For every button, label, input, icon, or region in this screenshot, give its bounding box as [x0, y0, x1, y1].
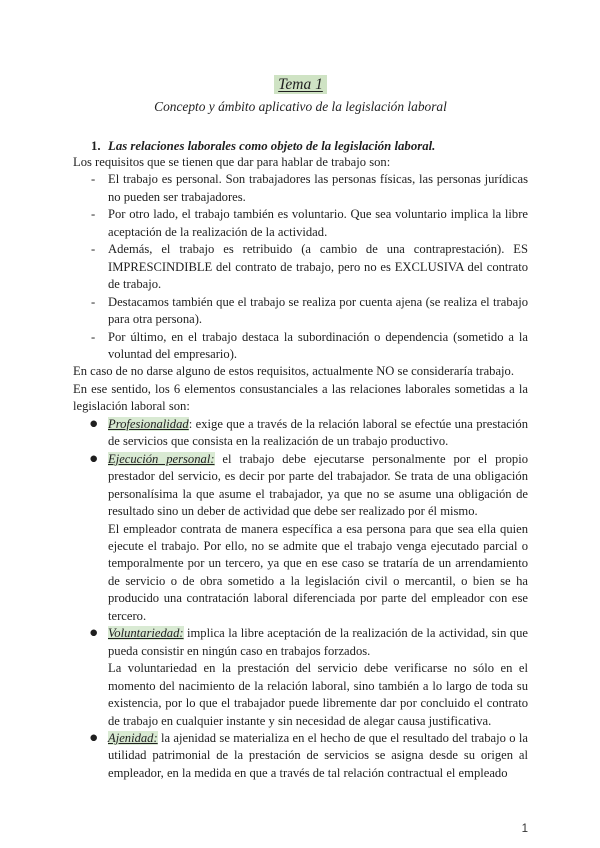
dash-marker: -: [91, 242, 96, 257]
bullet-item-note: La voluntariedad en la prestación del servicio debe verificarse no sólo en el momento del nacimiento de la relación laboral, sino también a lo largo de toda su existencia, por lo que el trabajador puede libremente dar por concluido el contrato de trabajo en cualquier instante y sin necesidad de alegar causa justificativa.: [108, 661, 528, 728]
dash-marker: -: [91, 207, 96, 222]
highlighted-term: Ejecución personal:: [108, 451, 215, 466]
section-number: 1.: [91, 139, 101, 153]
document-body: [73, 154, 528, 782]
bullet-item-text: [108, 416, 528, 451]
highlighted-term: Profesionalidad: [108, 416, 189, 431]
title-block: [73, 74, 528, 96]
list-item: [73, 241, 528, 293]
bullet-marker: ●: [90, 453, 98, 464]
term-definition: el trabajo debe ejecutarse personalmente por el propio prestador del servicio, es decir por parte del trabajador. Se trata de una obligación personalísima la que asume el trabajador, ya que no se asume una obligación de resultado sino un deber de actividad que debe ser realizado por él mismo.: [108, 451, 528, 519]
intro-paragraph: Los requisitos que se tienen que dar para hablar de trabajo son:: [73, 155, 391, 169]
bullet-item-text: [108, 451, 528, 521]
list-item: [73, 329, 528, 364]
requisitos-list: [73, 171, 528, 363]
bullet-item-text: [108, 730, 528, 782]
list-item: [73, 171, 528, 206]
highlighted-term: Ajenidad:: [108, 730, 158, 745]
bullet-item: [73, 730, 528, 782]
bullet-marker: ●: [90, 732, 98, 743]
elementos-list: [73, 416, 528, 783]
bullet-item: [73, 416, 528, 451]
dash-marker: -: [91, 329, 96, 344]
list-item-text: Destacamos también que el trabajo se realiza por cuenta ajena (se realiza el trabajo para otra persona).: [108, 294, 528, 327]
term-definition: implica la libre aceptación de la realización de la actividad, sin que pueda consistir en ningún caso en trabajos forzados.: [108, 626, 528, 658]
page-subtitle: Concepto y ámbito aplicativo de la legislación laboral: [154, 99, 447, 114]
body-paragraph: En ese sentido, los 6 elementos consustanciales a las relaciones laborales sometidas a la legislación laboral son:: [73, 381, 528, 414]
bullet-marker: ●: [90, 418, 98, 429]
bullet-item-text: [108, 625, 528, 660]
section-heading-text: Las relaciones laborales como objeto de la legislación laboral.: [108, 139, 436, 153]
term-definition: la ajenidad se materializa en el hecho de que el resultado del trabajo o la utilidad patrimonial de la prestación de servicios se asigna desde su origen al empleador, en la medida en que a través de tal relación contractual el empleado: [108, 730, 528, 780]
body-paragraph: En caso de no darse alguno de estos requisitos, actualmente NO se consideraría trabajo.: [73, 364, 514, 379]
bullet-marker: ●: [90, 628, 98, 639]
list-item-text: Por otro lado, el trabajo también es voluntario. Que sea voluntario implica la libre aceptación de la realización de la actividad.: [108, 207, 528, 239]
page-title: Tema 1: [274, 75, 327, 94]
page-number: 1: [521, 823, 528, 835]
list-item: [73, 206, 528, 241]
dash-marker: -: [91, 294, 96, 309]
bullet-item: [73, 451, 528, 626]
dash-marker: -: [91, 172, 96, 187]
list-item-text: El trabajo es personal. Son trabajadores las personas físicas, las personas jurídicas no pueden ser trabajadores.: [108, 172, 528, 204]
list-item: [73, 294, 528, 329]
list-item-text: Además, el trabajo es retribuido (a cambio de una contraprestación). ES IMPRESCINDIBLE del contrato de trabajo, pero no es EXCLUSIVA del contrato de trabajo.: [108, 242, 528, 292]
bullet-item-note: El empleador contrata de manera específica a esa persona para que sea ella quien ejecute el trabajo. Por ello, no se admite que el trabajo venga ejecutado parcial o temporalmente por un tercero, ya que en ese caso se trataría de un arrendamiento de servicio o de obra sometido a la legislación civil o mercantil, o bien se ha producido una contratación laboral diferenciada por parte del empleador con ese tercero.: [108, 521, 528, 623]
section-heading: [73, 138, 528, 154]
highlighted-term: Voluntariedad:: [108, 626, 184, 641]
list-item-text: Por último, en el trabajo destaca la subordinación o dependencia (sometido a la voluntad del empresario).: [108, 329, 528, 361]
term-definition: : exige que a través de la relación laboral se efectúe una prestación de servicios que consista en la realización de un trabajo productivo.: [108, 416, 528, 449]
bullet-item: [73, 625, 528, 730]
